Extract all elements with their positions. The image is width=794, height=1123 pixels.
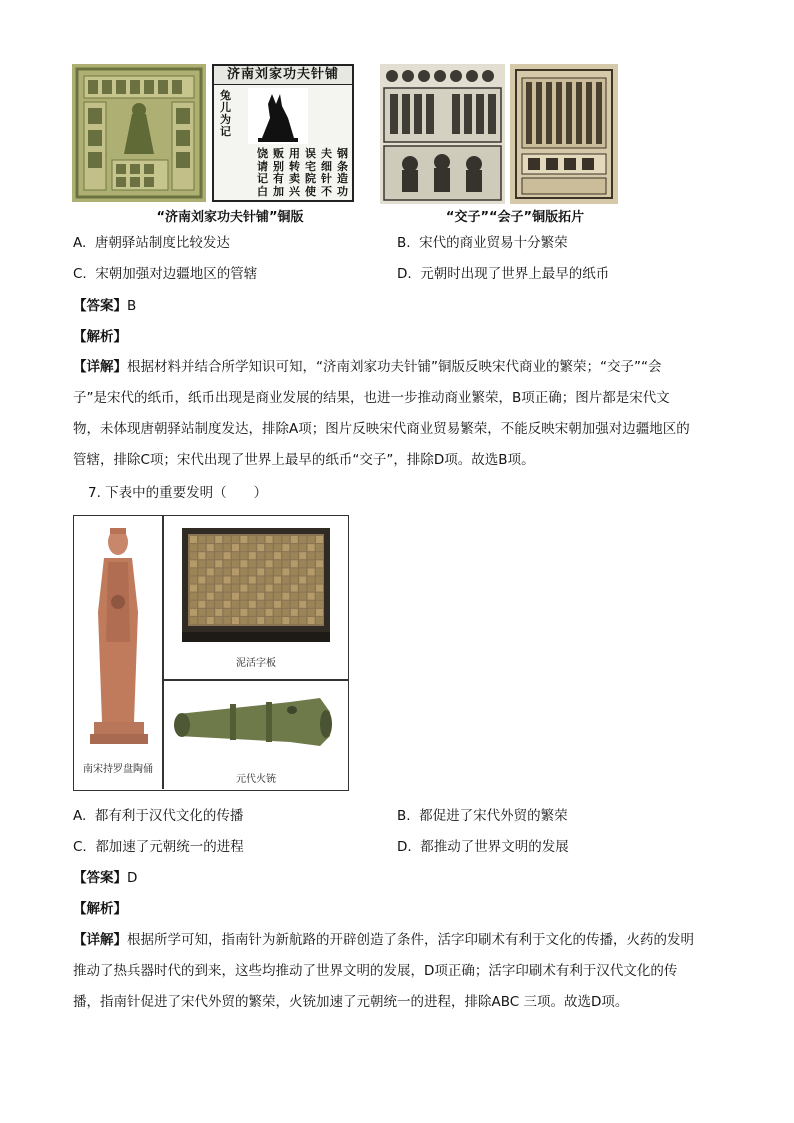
type-block [198,544,205,551]
type-block [257,617,264,624]
q6-detail: 【详解】根据材料并结合所学知识可知，“济南刘家功夫针铺”铜版反映宋代商业的繁荣；“交子”“会 子”是宋代的纸币，纸币出现是商业发展的结果，也进一步推动商业繁荣，B项正确；图片都是宋代文 物，未体现唐朝驿站制度发达，排除A项；图片反映宋代商业贸易繁荣，不能反映宋朝加强对边疆地区的 管辖，排除C项；宋代出现了世界上最早的纸币“交子”，排除D项。故选B项。 [73,359,690,468]
type-block [257,585,264,592]
jiaozi-rubbing-image [380,64,505,204]
type-block [198,577,205,584]
type-block [274,585,281,592]
type-block [215,617,222,624]
type-block [291,585,298,592]
type-block [257,577,264,584]
type-block [257,609,264,616]
type-block [316,609,323,616]
type-block [299,617,306,624]
type-block [190,536,197,543]
plate-side-text: 兔儿为记 [220,89,231,138]
type-block [291,601,298,608]
type-block [224,577,231,584]
type-block [266,609,273,616]
type-block [249,536,256,543]
rabbit-icon [248,88,308,144]
type-block [299,585,306,592]
type-block [215,536,222,543]
type-block [215,593,222,600]
type-block [215,585,222,592]
q7-option-c: C. 都加速了元朝统一的进程 [73,839,244,855]
plate-title: 济南刘家功夫针铺 [214,66,352,85]
type-block [207,593,214,600]
type-block [198,568,205,575]
type-block [282,560,289,567]
figurine-label: 南宋持罗盘陶俑 [83,764,153,775]
type-block [299,609,306,616]
type-block [240,560,247,567]
type-block [274,568,281,575]
type-block [240,601,247,608]
type-block [240,593,247,600]
type-block [266,617,273,624]
type-block [257,560,264,567]
plate-inscription [250,148,350,200]
type-block [198,560,205,567]
copper-plate-image [72,64,206,202]
figurine-image [80,522,158,754]
type-block [282,609,289,616]
type-block [240,552,247,559]
type-block [207,552,214,559]
type-block [224,585,231,592]
type-block [232,568,239,575]
type-block [190,560,197,567]
type-block [224,593,231,600]
type-block [198,552,205,559]
type-block [257,536,264,543]
type-block [232,560,239,567]
type-block [266,536,273,543]
type-block [299,544,306,551]
type-block [232,536,239,543]
type-block [266,552,273,559]
type-block [224,544,231,551]
type-block [224,609,231,616]
type-block [316,601,323,608]
type-block [274,609,281,616]
type-block [282,577,289,584]
q6-analysis-heading: 【解析】 [73,329,127,345]
type-block [308,552,315,559]
type-block [291,617,298,624]
type-block [291,593,298,600]
type-block [240,609,247,616]
type-block [308,577,315,584]
type-block [198,593,205,600]
type-block [249,601,256,608]
type-block [299,536,306,543]
type-block [198,536,205,543]
type-block [291,568,298,575]
type-block [249,552,256,559]
type-block [316,617,323,624]
plate-column: 钢条造功 [337,147,348,198]
type-block [316,593,323,600]
type-block [232,593,239,600]
type-block [299,568,306,575]
figure-caption-right: “交子”“会子”铜版拓片 [445,210,585,225]
type-block [316,552,323,559]
type-block [266,568,273,575]
type-block [207,617,214,624]
q7-stem: 7. 下表中的重要发明（ ） [88,485,268,501]
type-block [207,609,214,616]
type-block [266,585,273,592]
type-block [240,617,247,624]
type-block [249,617,256,624]
type-block [316,560,323,567]
type-block [257,593,264,600]
q7-option-b: B. 都促进了宋代外贸的繁荣 [397,808,568,824]
type-block [308,568,315,575]
type-block [266,544,273,551]
type-block [240,544,247,551]
type-block [316,577,323,584]
type-block [308,536,315,543]
type-block [291,552,298,559]
type-block [316,544,323,551]
type-block [224,560,231,567]
q6-option-a: A. 唐朝驿站制度比较发达 [73,235,230,251]
type-block [207,585,214,592]
q7-option-d: D. 都推动了世界文明的发展 [397,839,569,855]
type-block [215,577,222,584]
type-block [240,536,247,543]
type-block [198,617,205,624]
q6-answer: 【答案】B [73,298,137,314]
type-block [232,601,239,608]
type-block [257,601,264,608]
type-block [249,577,256,584]
type-block [299,577,306,584]
type-board-label: 泥活字板 [236,658,276,669]
type-block [224,536,231,543]
type-block [308,585,315,592]
q6-option-d: D. 元朝时出现了世界上最早的纸币 [397,266,610,282]
q7-option-a: A. 都有利于汉代文化的传播 [73,808,244,824]
type-block [249,609,256,616]
type-block [232,552,239,559]
type-block [308,544,315,551]
type-block [190,568,197,575]
q6-option-c: C. 宋朝加强对边疆地区的管辖 [73,266,258,282]
copper-plate-rubbing [212,64,354,202]
type-block [249,585,256,592]
type-block [282,568,289,575]
q7-analysis-heading: 【解析】 [73,901,127,917]
type-block [274,617,281,624]
type-block [266,593,273,600]
type-block [190,577,197,584]
type-block [249,593,256,600]
q7-answer: 【答案】D [73,870,138,886]
type-block [190,609,197,616]
type-block [215,568,222,575]
type-block [299,593,306,600]
type-block [190,552,197,559]
type-block [316,568,323,575]
type-block [190,585,197,592]
type-block [308,601,315,608]
type-block [207,544,214,551]
type-block [190,601,197,608]
type-block [299,560,306,567]
type-block [224,568,231,575]
type-block [198,585,205,592]
plate-column: 误宅院使 [305,147,316,198]
type-block [266,560,273,567]
type-block [282,617,289,624]
type-block [291,536,298,543]
type-block [190,544,197,551]
plate-column: 贩别有加 [273,147,284,198]
type-block [291,560,298,567]
type-block [207,577,214,584]
type-block [232,585,239,592]
type-block [215,601,222,608]
type-block [291,544,298,551]
type-block [282,601,289,608]
type-block [316,585,323,592]
type-block [240,568,247,575]
type-board-image [178,524,334,646]
type-block [308,609,315,616]
type-block [282,544,289,551]
type-block [190,593,197,600]
q7-image-table [73,515,349,791]
type-block [274,577,281,584]
type-block [207,568,214,575]
type-block [316,536,323,543]
figure-caption-left: “济南刘家功夫针铺”铜版 [156,210,304,225]
type-block [224,552,231,559]
type-block [257,544,264,551]
type-block [207,601,214,608]
type-block [274,552,281,559]
type-block [215,552,222,559]
fire-gun-image [170,684,342,766]
huizi-rubbing-image [510,64,618,204]
type-block [232,544,239,551]
type-block [207,560,214,567]
type-block [207,536,214,543]
type-block [215,609,222,616]
type-block [291,609,298,616]
type-block [274,601,281,608]
type-block [308,560,315,567]
q6-option-b: B. 宋代的商业贸易十分繁荣 [397,235,568,251]
type-block [266,577,273,584]
type-block [299,601,306,608]
type-block [274,544,281,551]
type-block [224,617,231,624]
type-block [240,585,247,592]
type-block [240,577,247,584]
type-block [282,585,289,592]
type-block [232,609,239,616]
plate-column: 饶请记白 [257,147,268,198]
type-block [266,601,273,608]
type-block [249,568,256,575]
type-block [274,593,281,600]
type-block [308,617,315,624]
type-block [198,601,205,608]
type-block [274,536,281,543]
type-block [308,593,315,600]
plate-column: 用转卖兴 [289,147,300,198]
fire-gun-label: 元代火铳 [236,774,276,785]
type-block [249,544,256,551]
type-block [282,552,289,559]
plate-column: 夫细针不 [321,147,332,198]
type-block [249,560,256,567]
type-block [257,568,264,575]
type-block [232,617,239,624]
type-block [215,560,222,567]
type-block [257,552,264,559]
q7-detail: 【详解】根据所学可知，指南针为新航路的开辟创造了条件，活字印刷术有利于文化的传播，火药的发明 推动了热兵器时代的到来，这些均推动了世界文明的发展，D项正确；活字印刷术有利于汉代文化的传 播，指南针促进了宋代外贸的繁荣，火铳加速了元朝统一的进程，排除ABC 三项。故选D项。 [73,932,694,1010]
type-block [299,552,306,559]
type-block [291,577,298,584]
type-block [190,617,197,624]
type-block [282,536,289,543]
type-block [224,601,231,608]
type-block [282,593,289,600]
type-block [198,609,205,616]
type-block [274,560,281,567]
type-block [215,544,222,551]
type-block [232,577,239,584]
